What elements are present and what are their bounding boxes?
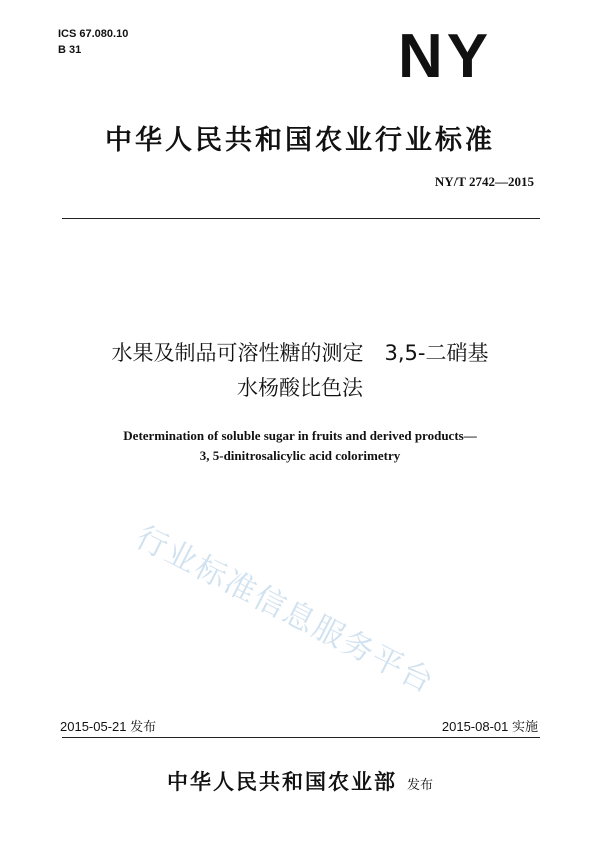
chinese-title-line-2: 水杨酸比色法 [237,376,363,400]
top-divider [62,218,540,219]
effective-date: 2015-08-01 实施 [441,719,538,734]
chinese-title-line-1: 水果及制品可溶性糖的测定 3,5-二硝基 [111,341,489,365]
english-title-line-2: 3, 5-dinitrosalicylic acid colorimetry [199,448,401,463]
english-title-line-1: Determination of soluble sugar in fruits and derived products— [123,428,477,443]
ny-logo: NY [398,22,493,91]
standard-number: NY/T 2742—2015 [434,174,534,189]
issue-action: 发布 [406,778,433,793]
issuing-organization: 中华人民共和国农业部 [166,770,397,794]
ccs-code: B 31 [58,44,82,56]
issue-date: 2015-05-21 发布 [60,719,157,734]
bottom-divider [62,737,540,738]
classification-codes [58,26,128,58]
watermark: 行业标准信息服务平台 [130,519,441,702]
ministry-standard-title: 中华人民共和国农业行业标准 [105,125,495,156]
issuer-block [0,766,600,796]
ics-code: ICS 67.080.10 [58,28,129,40]
